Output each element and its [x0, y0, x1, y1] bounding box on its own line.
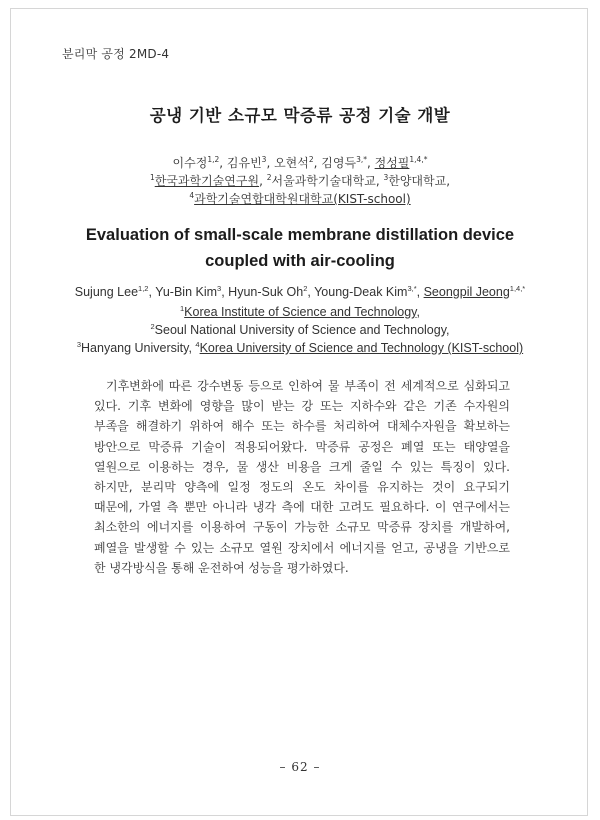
affiliation-separator: ,: [446, 174, 451, 188]
affiliation-mark: 3: [76, 340, 82, 349]
author-affiliation-mark: 3: [261, 155, 267, 164]
affiliation-text: Korea Institute of Science and Technology: [184, 305, 417, 319]
author-affiliation-mark: 1,2: [207, 155, 220, 164]
english-title: [0, 222, 600, 274]
author-separator: ,: [313, 156, 322, 170]
korean-title: 공냉 기반 소규모 막증류 공정 기술 개발: [149, 106, 451, 125]
affiliation-separator: ,: [375, 174, 384, 188]
affiliation-mark: 4: [195, 340, 200, 349]
author-affiliation-mark: 3: [217, 284, 222, 293]
author-name: 김영득: [321, 156, 357, 170]
author-separator: ,: [221, 285, 229, 299]
affiliation-text: Seoul National University of Science and Technology,: [154, 323, 450, 337]
author-name: Young-Deak Kim: [314, 285, 408, 299]
english-author-list: [0, 285, 600, 299]
english-affiliation-seoultech: [0, 323, 600, 337]
author-separator: ,: [307, 285, 315, 299]
affiliation-kist-ko: 한국과학기술연구원: [154, 174, 260, 188]
author-name: Yu-Bin Kim: [155, 285, 218, 299]
author-name: 이수정: [172, 156, 208, 170]
affiliation-separator: ,: [416, 305, 420, 319]
author-separator: ,: [366, 156, 375, 170]
author-affiliation-mark: 1,4,*: [409, 155, 428, 164]
corresponding-author-name: 정성필: [374, 156, 410, 170]
page-number: – 62 –: [279, 760, 321, 774]
author-name: 김유빈: [226, 156, 262, 170]
author-separator: ,: [416, 285, 424, 299]
session-header: 분리막 공정 2MD-4: [62, 47, 170, 61]
author-affiliation-mark: 1,2: [138, 284, 149, 293]
affiliation-text: Korea University of Science and Technology (KIST-school): [199, 341, 524, 355]
author-separator: ,: [266, 156, 275, 170]
affiliation-mark: 2: [150, 322, 155, 331]
affiliation-seoultech-ko: 서울과학기술대학교: [271, 174, 376, 188]
affiliation-ust-ko: 과학기술연합대학원대학교(KIST-school): [194, 192, 411, 206]
english-affiliation-kist: [0, 305, 600, 319]
affiliation-mark: 2: [266, 173, 272, 182]
author-affiliation-mark: 3,*: [356, 155, 367, 164]
author-separator: ,: [148, 285, 156, 299]
abstract-body: 기후변화에 따른 강수변동 등으로 인하여 물 부족이 전 세계적으로 심화되고 있다. 기후 변화에 영향을 많이 받는 강 또는 지하수와 같은 기존 수자원의 부족을 해결하기 위하여 해수 또는 하수를 처리하여 대체수자원을 확보하는 방안으로 막증류 기술이 적용되어왔다. 막증류 공정은 폐열 또는 태양열을 열원으로 이용하는 경우, 물 생산 비용을 크게 줄일 수 있는 특징이 있다. 하지만, 분리막 양측에 일정 정도의 온도 차이를 유지하는 것이 요구되기 때문에, 가열 측 뿐만 아니라 냉각 측에 대한 고려도 필요하다. 이 연구에서는 최소한의 에너지를 이용하여 구동이 가능한 소규모 막증류 장치를 개발하여, 폐열을 발생할 수 있는 소규모 열원 장치에서 에너지를 얻고, 공냉을 기반으로 한 냉각방식을 통해 운전하여 성능을 평가하였다.: [94, 379, 510, 575]
corresponding-author-name: Seongpil Jeong: [423, 285, 510, 299]
author-affiliation-mark: 2: [308, 155, 314, 164]
korean-affiliation-line-2: [0, 189, 600, 209]
author-name: Sujung Lee: [74, 285, 139, 299]
affiliation-mark: 3: [383, 173, 389, 182]
affiliation-text: Hanyang University,: [81, 341, 196, 355]
affiliation-separator: ,: [259, 174, 267, 188]
affiliation-hanyang-ko: 한양대학교: [388, 174, 447, 188]
author-affiliation-mark: 3,*: [407, 284, 417, 293]
korean-author-list: [0, 153, 600, 173]
affiliation-mark: 1: [180, 304, 185, 313]
english-title-line-1: Evaluation of small-scale membrane distillation device: [85, 226, 515, 244]
author-name: Hyun-Suk Oh: [228, 285, 304, 299]
author-separator: ,: [219, 156, 227, 170]
author-affiliation-mark: 1,4,*: [509, 284, 526, 293]
affiliation-mark: 4: [189, 191, 195, 200]
affiliation-mark: 1: [149, 173, 155, 182]
english-affiliation-hanyang-ust: [0, 341, 600, 355]
english-title-line-2: coupled with air-cooling: [205, 252, 395, 270]
author-affiliation-mark: 2: [303, 284, 308, 293]
korean-affiliation-line-1: [0, 171, 600, 191]
author-name: 오현석: [274, 156, 309, 170]
